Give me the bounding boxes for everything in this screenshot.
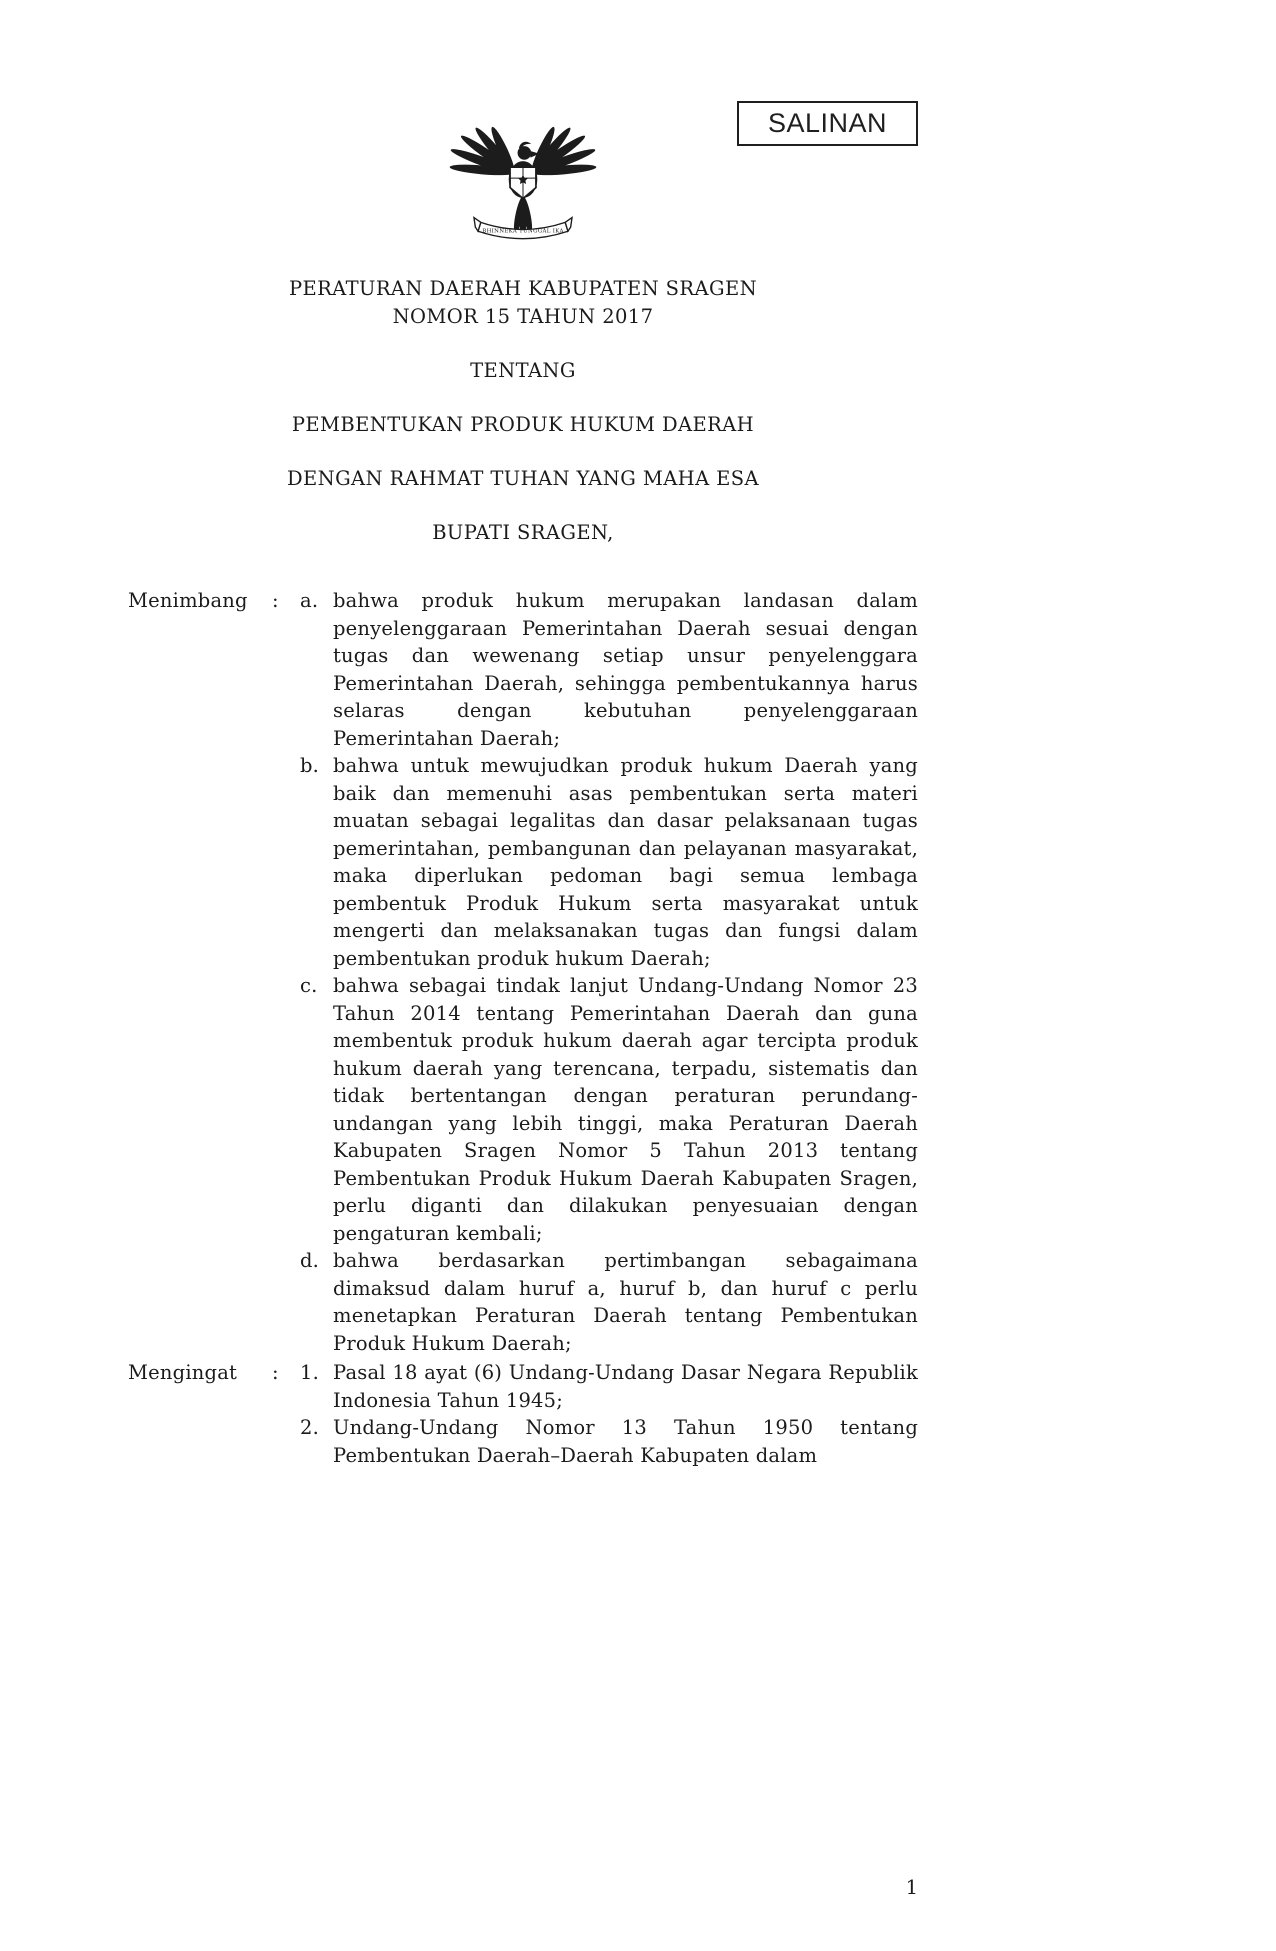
menimbang-row-b <box>128 752 918 972</box>
clauses <box>128 587 918 1469</box>
page-number: 1 <box>905 1876 918 1899</box>
doc-title-tentang: TENTANG <box>470 359 576 382</box>
garuda-pancasila-emblem <box>448 110 598 253</box>
emblem-container <box>128 110 918 253</box>
item-text: bahwa sebagai tindak lanjut Undang-Undang Nomor 23 Tahun 2014 tentang Pemerintahan Daerah dan guna membentuk produk hukum daerah agar tercipta produk hukum daerah yang terencana, terpadu, sistematis dan tidak bertentangan dengan peraturan perundang-undangan yang lebih tinggi, maka Peraturan Daerah Kabupaten Sragen Nomor 5 Tahun 2013 tentang Pembentukan Produk Hukum Daerah Kabupaten Sragen, perlu diganti dan dilakukan penyesuaian dengan pengaturan kembali; <box>333 974 918 1245</box>
mengingat-colon: : <box>272 1361 279 1384</box>
item-text: bahwa berdasarkan pertimbangan sebagaimana dimaksud dalam huruf a, huruf b, dan huruf c perlu menetapkan Peraturan Daerah tentang Pembentukan Produk Hukum Daerah; <box>333 1249 918 1355</box>
doc-title-line-2: NOMOR 15 TAHUN 2017 <box>392 305 654 328</box>
mengingat-row-2 <box>128 1414 918 1469</box>
menimbang-row-d <box>128 1247 918 1357</box>
item-text: bahwa untuk mewujudkan produk hukum Daerah yang baik dan memenuhi asas pembentukan serta materi muatan sebagai legalitas dan dasar pelaksanaan tugas pemerintahan, pembangunan dan pelayanan masyarakat, maka diperlukan pedoman bagi semua lembaga pembentuk Produk Hukum serta masyarakat untuk mengerti dan melaksanakan tugas dan fungsi dalam pembentukan produk hukum Daerah; <box>333 754 918 970</box>
item-text: bahwa produk hukum merupakan landasan dalam penyelenggaraan Pemerintahan Daerah sesuai dengan tugas dan wewenang setiap unsur penyelenggara Pemerintahan Daerah, sehingga pembentukannya harus selaras dengan kebutuhan penyelenggaraan Pemerintahan Daerah; <box>333 589 918 750</box>
doc-title-subject: PEMBENTUKAN PRODUK HUKUM DAERAH <box>291 413 755 436</box>
title-block <box>128 275 918 547</box>
doc-title-line-1: PERATURAN DAERAH KABUPATEN SRAGEN <box>288 277 758 300</box>
doc-title-invocation: DENGAN RAHMAT TUHAN YANG MAHA ESA <box>286 467 760 490</box>
item-marker: c. <box>300 974 318 997</box>
item-marker: 1. <box>300 1361 320 1384</box>
item-marker: 2. <box>300 1416 320 1439</box>
item-marker: d. <box>300 1249 320 1272</box>
item-marker: a. <box>300 589 319 612</box>
mengingat-label: Mengingat <box>128 1361 238 1384</box>
emblem-motto-text: BHINNEKA TUNGGAL IKA <box>482 228 564 235</box>
item-text: Undang-Undang Nomor 13 Tahun 1950 tentang Pembentukan Daerah–Daerah Kabupaten dalam <box>333 1416 918 1467</box>
salinan-stamp-label: SALINAN <box>767 108 888 138</box>
doc-title-authority: BUPATI SRAGEN, <box>432 521 614 544</box>
menimbang-row-c <box>128 972 918 1247</box>
menimbang-row-a <box>128 587 918 752</box>
item-text: Pasal 18 ayat (6) Undang-Undang Dasar Negara Republik Indonesia Tahun 1945; <box>333 1361 918 1412</box>
menimbang-colon: : <box>272 589 279 612</box>
document-content <box>128 0 918 1469</box>
mengingat-row-1 <box>128 1359 918 1414</box>
menimbang-label: Menimbang <box>128 589 248 612</box>
item-marker: b. <box>300 754 320 777</box>
